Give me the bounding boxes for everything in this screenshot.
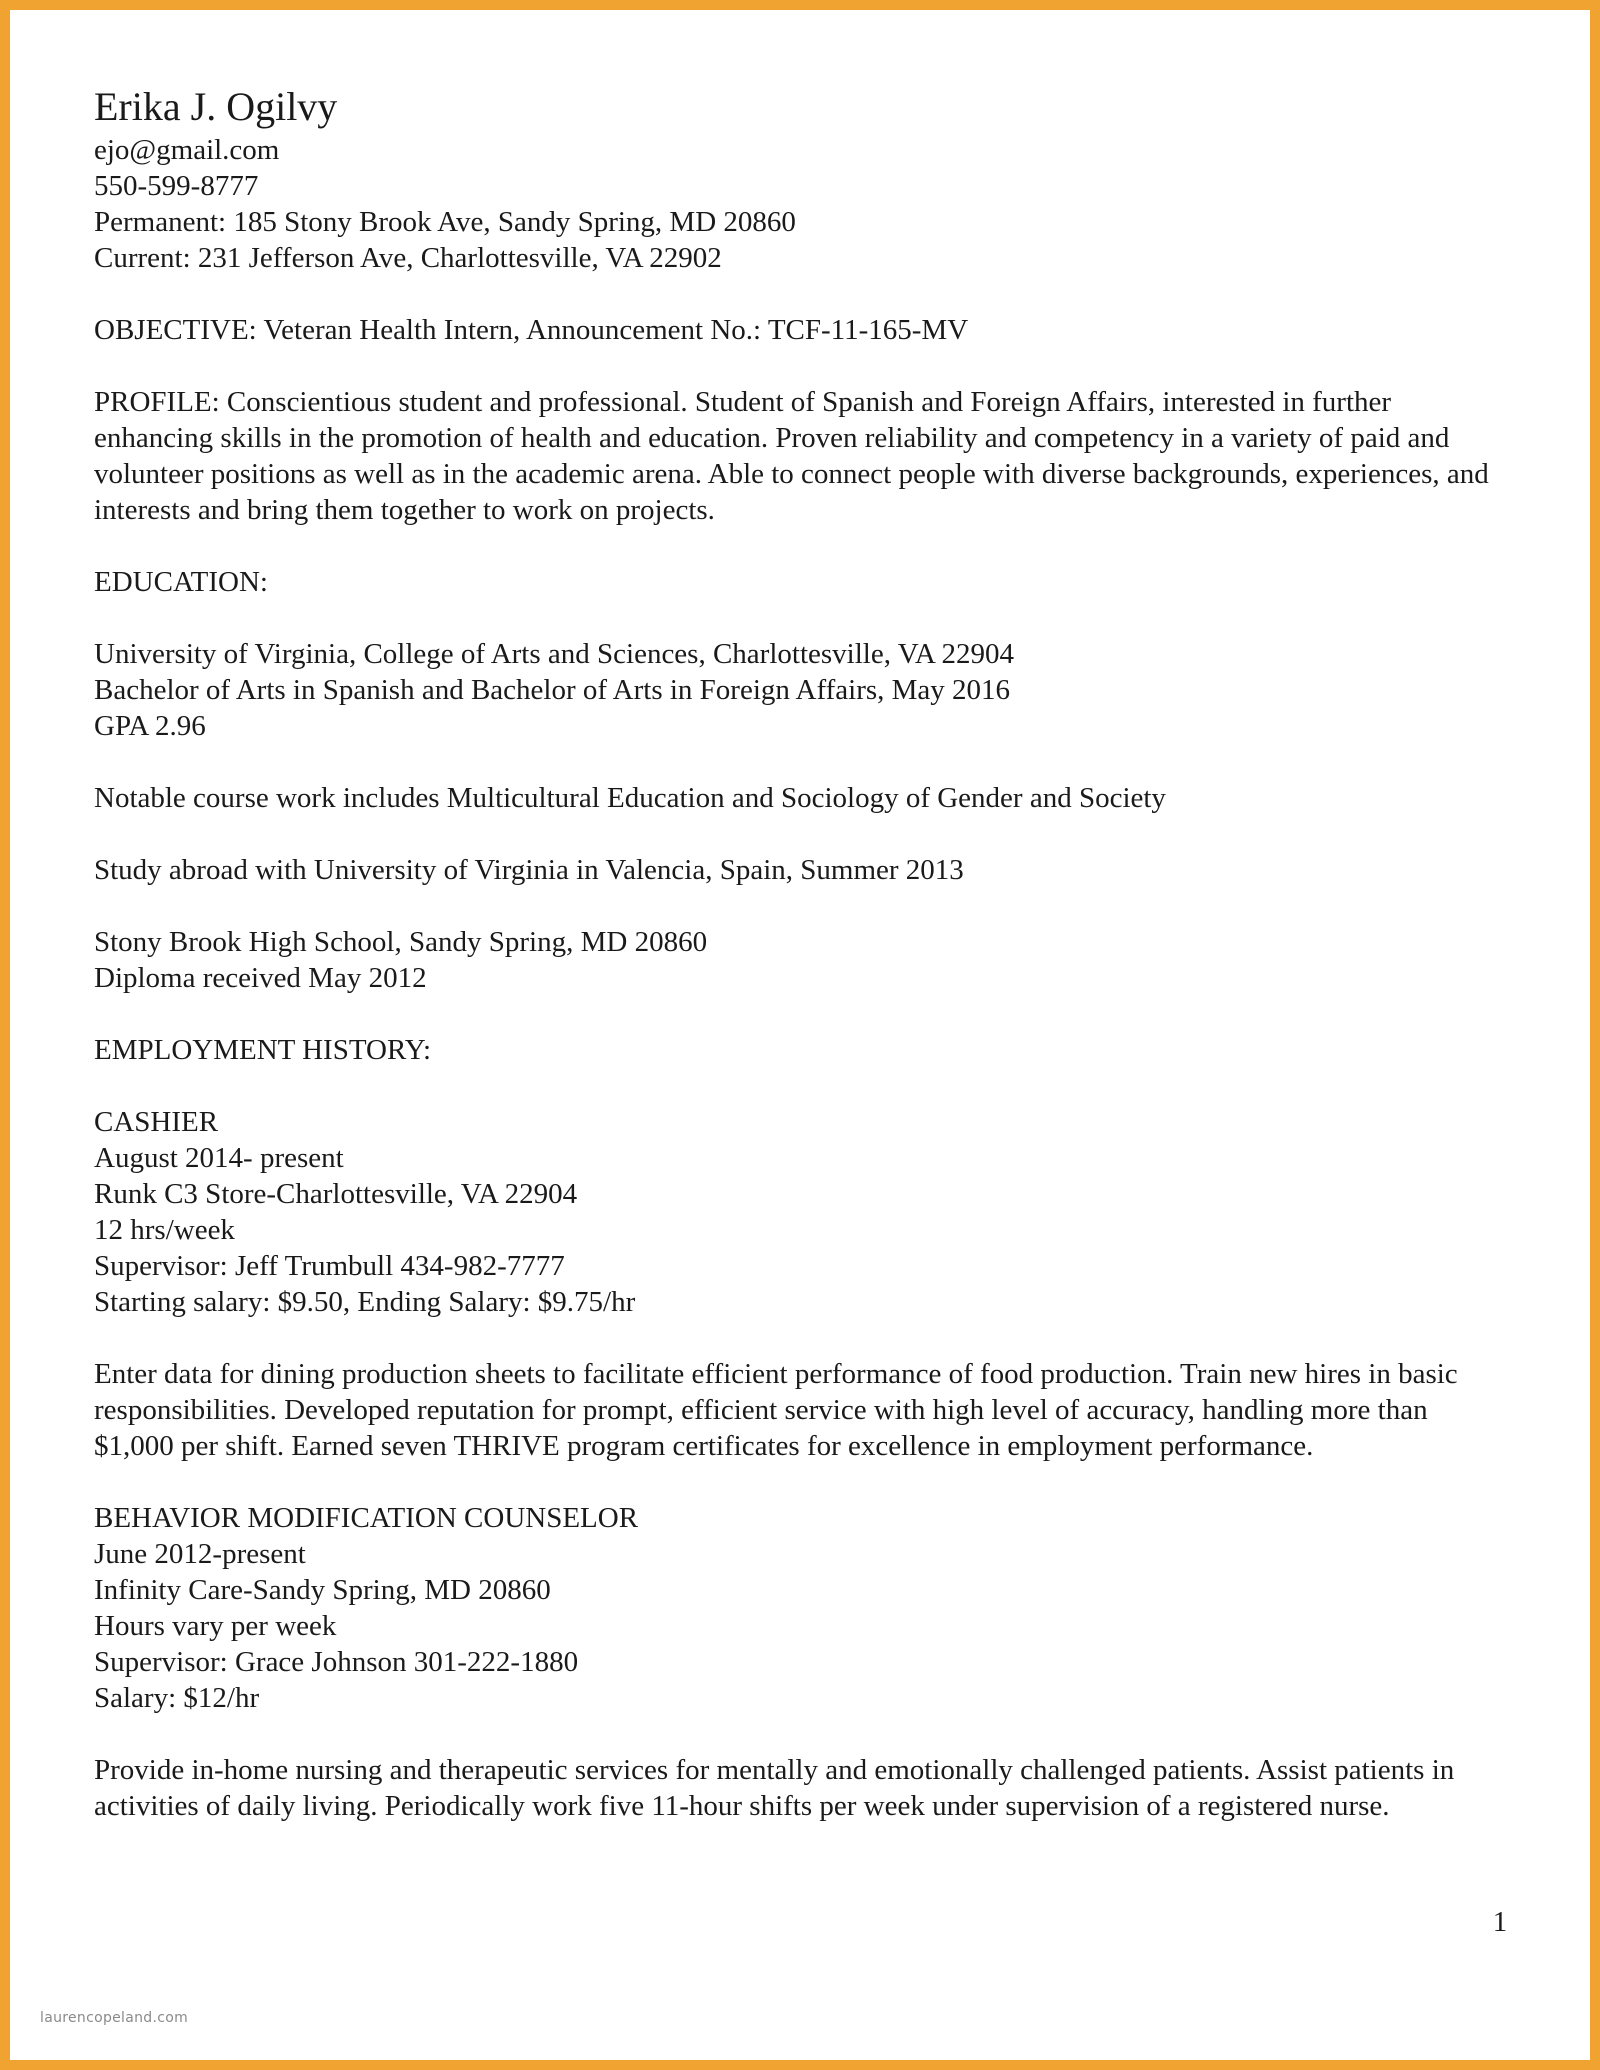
employment-heading: EMPLOYMENT HISTORY: [94, 1034, 432, 1066]
job-dates: August 2014- present [94, 1142, 344, 1174]
profile: PROFILE: Conscientious student and professional. Student of Spanish and Foreign Affairs, interested in further enhancing skills in the promotion of health and education. Proven reliability and competency in a variety of paid and volunteer positions as well as in the academic arena. Able to connect people with diverse backgrounds, experiences, and interests and bring them together to work on projects. [94, 386, 1489, 526]
permanent-address: Permanent: 185 Stony Brook Ave, Sandy Spring, MD 20860 [94, 206, 796, 238]
job-description: Enter data for dining production sheets to facilitate efficient performance of food production. Train new hires in basic responsibilities. Developed reputation for prompt, efficient service with high level of accuracy, handling more than $1,000 per shift. Earned seven THRIVE program certificates for excellence in employment performance. [94, 1358, 1458, 1462]
study-abroad: Study abroad with University of Virginia in Valencia, Spain, Summer 2013 [94, 854, 964, 886]
job-title: BEHAVIOR MODIFICATION COUNSELOR [94, 1502, 639, 1534]
job-hours: Hours vary per week [94, 1610, 337, 1642]
job-salary: Starting salary: $9.50, Ending Salary: $9.75/hr [94, 1286, 636, 1318]
current-address: Current: 231 Jefferson Ave, Charlottesville, VA 22902 [94, 242, 722, 274]
job-description: Provide in-home nursing and therapeutic services for mentally and emotionally challenged patients. Assist patients in activities of daily living. Periodically work five 11-hour shifts per week under supervision of a registered nurse. [94, 1754, 1455, 1822]
resume-document [94, 82, 1534, 1824]
phone: 550-599-8777 [94, 170, 259, 202]
job-dates: June 2012-present [94, 1538, 306, 1570]
job-employer: Runk C3 Store-Charlottesville, VA 22904 [94, 1178, 578, 1210]
job-employer: Infinity Care-Sandy Spring, MD 20860 [94, 1574, 551, 1606]
page-number: 1 [1492, 1906, 1508, 1938]
watermark: laurencopeland.com [40, 2010, 189, 2026]
job-hours: 12 hrs/week [94, 1214, 235, 1246]
university: University of Virginia, College of Arts and Sciences, Charlottesville, VA 22904 [94, 638, 1014, 670]
job-title: CASHIER [94, 1106, 219, 1138]
objective: OBJECTIVE: Veteran Health Intern, Announcement No.: TCF-11-165-MV [94, 314, 969, 346]
degree: Bachelor of Arts in Spanish and Bachelor of Arts in Foreign Affairs, May 2016 [94, 674, 1011, 706]
high-school: Stony Brook High School, Sandy Spring, MD 20860 [94, 926, 708, 958]
diploma: Diploma received May 2012 [94, 962, 427, 994]
email: ejo@gmail.com [94, 134, 280, 166]
gpa: GPA 2.96 [94, 710, 206, 742]
coursework: Notable course work includes Multicultural Education and Sociology of Gender and Society [94, 782, 1166, 814]
applicant-name: Erika J. Ogilvy [94, 84, 338, 129]
education-heading: EDUCATION: [94, 566, 268, 598]
job-salary: Salary: $12/hr [94, 1682, 260, 1714]
job-supervisor: Supervisor: Grace Johnson 301-222-1880 [94, 1646, 579, 1678]
job-supervisor: Supervisor: Jeff Trumbull 434-982-7777 [94, 1250, 565, 1282]
